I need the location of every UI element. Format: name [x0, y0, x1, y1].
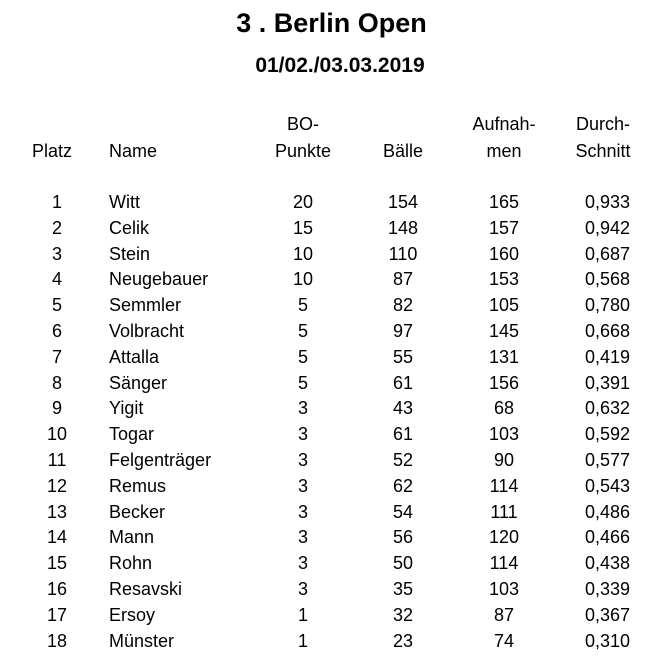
cell-bo-punkte: 3 [297, 553, 308, 574]
cell-bo-punkte: 3 [297, 475, 308, 496]
cell-bo-punkte: 3 [297, 398, 308, 419]
cell-schnitt: 0,780 [584, 295, 630, 316]
cell-platz: 9 [51, 398, 62, 419]
table-row [0, 525, 663, 551]
cell-bo-punkte: 20 [292, 192, 314, 212]
cell-schnitt: 0,592 [584, 424, 630, 445]
header-bo-line2: Punkte [274, 141, 332, 161]
cell-bo-punkte: 1 [297, 630, 308, 651]
cell-bo-punkte: 3 [297, 424, 308, 445]
cell-baelle: 82 [392, 295, 414, 316]
cell-name: Becker [109, 501, 166, 522]
cell-aufnahmen: 160 [488, 243, 520, 264]
cell-name: Yigit [109, 398, 144, 419]
cell-bo-punkte: 3 [297, 501, 308, 522]
cell-bo-punkte: 5 [297, 295, 308, 316]
cell-aufnahmen: 114 [489, 553, 519, 574]
cell-platz: 15 [46, 553, 68, 574]
header-schnitt-line1: Durch- [575, 114, 630, 134]
cell-platz: 4 [51, 269, 62, 290]
cell-platz: 2 [51, 217, 62, 238]
cell-baelle: 52 [392, 449, 414, 470]
cell-platz: 13 [46, 501, 68, 522]
cell-bo-punkte: 5 [297, 346, 308, 367]
cell-platz: 8 [51, 372, 62, 393]
cell-baelle: 43 [392, 398, 414, 419]
cell-aufnahmen: 120 [488, 527, 520, 548]
table-row [0, 396, 663, 422]
table-row [0, 242, 663, 268]
cell-aufnahmen: 90 [493, 449, 515, 470]
cell-schnitt: 0,543 [584, 475, 630, 496]
cell-schnitt: 0,310 [584, 630, 630, 651]
header-bo-line1: BO- [286, 114, 319, 134]
cell-bo-punkte: 10 [292, 243, 314, 264]
header-schnitt-line2: Schnitt [575, 141, 631, 161]
cell-platz: 1 [51, 192, 62, 212]
header-aufnahmen-line1: Aufnah- [472, 114, 536, 134]
cell-schnitt: 0,687 [584, 243, 630, 264]
cell-bo-punkte: 3 [297, 578, 308, 599]
table-row [0, 500, 663, 526]
cell-schnitt: 0,367 [584, 604, 630, 625]
results-table [0, 190, 663, 654]
cell-bo-punkte: 10 [292, 269, 314, 290]
cell-schnitt: 0,419 [584, 346, 630, 367]
cell-name: Stein [109, 243, 151, 264]
cell-name: Felgenträger [109, 449, 212, 470]
header-platz: Platz [32, 141, 73, 161]
cell-name: Witt [109, 192, 140, 212]
table-row [0, 474, 663, 500]
cell-platz: 10 [46, 424, 68, 445]
cell-aufnahmen: 111 [490, 501, 518, 522]
cell-aufnahmen: 74 [493, 630, 515, 651]
cell-bo-punkte: 3 [297, 527, 308, 548]
cell-platz: 18 [46, 630, 68, 651]
cell-name: Mann [109, 527, 155, 548]
event-date: 01/02./03.03.2019 [255, 54, 425, 77]
cell-platz: 16 [46, 578, 68, 599]
cell-name: Resavski [109, 578, 183, 599]
table-row [0, 422, 663, 448]
cell-bo-punkte: 1 [297, 604, 308, 625]
cell-baelle: 87 [392, 269, 414, 290]
cell-aufnahmen: 87 [493, 604, 515, 625]
table-row [0, 319, 663, 345]
cell-baelle: 50 [392, 553, 414, 574]
cell-name: Neugebauer [109, 269, 209, 290]
cell-name: Togar [109, 424, 155, 445]
cell-baelle: 61 [392, 424, 414, 445]
cell-baelle: 35 [392, 578, 414, 599]
table-row [0, 577, 663, 603]
cell-name: Sänger [109, 372, 168, 393]
cell-aufnahmen: 68 [493, 398, 515, 419]
header-aufnahmen-line2: men [486, 141, 522, 161]
cell-baelle: 55 [392, 346, 414, 367]
cell-bo-punkte: 15 [292, 217, 314, 238]
cell-schnitt: 0,942 [584, 217, 630, 238]
cell-platz: 17 [46, 604, 68, 625]
cell-aufnahmen: 156 [488, 372, 520, 393]
cell-baelle: 148 [387, 217, 419, 238]
table-row [0, 448, 663, 474]
cell-schnitt: 0,632 [584, 398, 630, 419]
cell-bo-punkte: 5 [297, 320, 308, 341]
table-row [0, 603, 663, 629]
cell-baelle: 56 [392, 527, 414, 548]
cell-baelle: 154 [387, 192, 419, 212]
cell-schnitt: 0,577 [584, 449, 630, 470]
cell-name: Semmler [109, 295, 182, 316]
cell-bo-punkte: 5 [297, 372, 308, 393]
cell-aufnahmen: 114 [489, 475, 519, 496]
cell-name: Rohn [109, 553, 153, 574]
cell-baelle: 54 [392, 501, 414, 522]
cell-aufnahmen: 153 [488, 269, 520, 290]
cell-aufnahmen: 165 [488, 192, 520, 212]
cell-name: Münster [109, 630, 175, 651]
cell-name: Ersoy [109, 604, 156, 625]
header-baelle: Bälle [382, 141, 424, 161]
table-row [0, 190, 663, 216]
cell-schnitt: 0,668 [584, 320, 630, 341]
cell-aufnahmen: 157 [488, 217, 520, 238]
page-title: 3 . Berlin Open [236, 8, 427, 38]
cell-bo-punkte: 3 [297, 449, 308, 470]
table-row [0, 629, 663, 655]
cell-aufnahmen: 145 [488, 320, 520, 341]
cell-baelle: 32 [392, 604, 414, 625]
table-row [0, 551, 663, 577]
cell-name: Celik [109, 217, 150, 238]
cell-platz: 7 [51, 346, 62, 367]
cell-baelle: 97 [392, 320, 414, 341]
cell-aufnahmen: 103 [488, 578, 520, 599]
cell-name: Volbracht [109, 320, 185, 341]
cell-schnitt: 0,438 [584, 553, 630, 574]
cell-schnitt: 0,391 [584, 372, 630, 393]
cell-name: Remus [109, 475, 167, 496]
cell-aufnahmen: 131 [488, 346, 520, 367]
cell-baelle: 23 [392, 630, 414, 651]
cell-schnitt: 0,466 [584, 527, 630, 548]
cell-baelle: 61 [392, 372, 414, 393]
table-row [0, 267, 663, 293]
cell-name: Attalla [109, 346, 160, 367]
cell-schnitt: 0,933 [584, 192, 630, 212]
header-name: Name [109, 141, 158, 161]
cell-aufnahmen: 103 [488, 424, 520, 445]
cell-platz: 5 [51, 295, 62, 316]
table-row [0, 293, 663, 319]
table-row [0, 216, 663, 242]
cell-aufnahmen: 105 [488, 295, 520, 316]
cell-platz: 11 [47, 449, 67, 470]
cell-platz: 3 [51, 243, 62, 264]
cell-schnitt: 0,339 [584, 578, 630, 599]
cell-platz: 6 [51, 320, 62, 341]
cell-schnitt: 0,568 [584, 269, 630, 290]
cell-baelle: 110 [388, 243, 418, 264]
cell-platz: 14 [46, 527, 68, 548]
cell-baelle: 62 [392, 475, 414, 496]
table-row [0, 371, 663, 397]
cell-schnitt: 0,486 [584, 501, 630, 522]
cell-platz: 12 [46, 475, 68, 496]
table-row [0, 345, 663, 371]
